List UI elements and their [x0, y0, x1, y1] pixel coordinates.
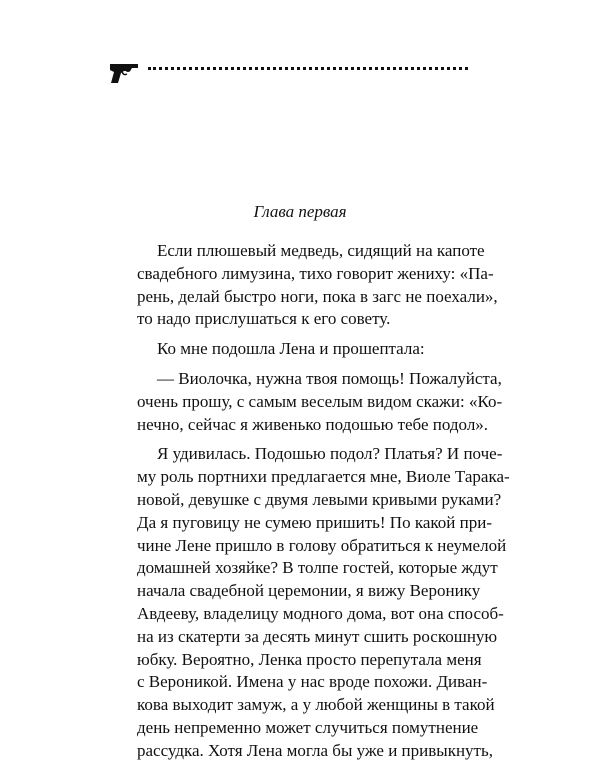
text-line: начала свадебной церемонии, я вижу Веронику: [137, 581, 481, 601]
text-line: рассудка. Хотя Лена могла бы уже и привыкнуть,: [137, 740, 493, 760]
dotted-rule: [148, 67, 468, 74]
text-line: день непременно может случиться помутнение: [137, 717, 479, 737]
text-line: Ко мне подошла Лена и прошептала:: [157, 339, 425, 359]
text-line: рень, делай быстро ноги, пока в загс не поехали»,: [137, 286, 498, 306]
text-line: свадебного лимузина, тихо говорит жениху: «Па-: [137, 263, 494, 283]
text-line: нечно, сейчас я живенько подошью тебе подол».: [137, 414, 489, 434]
text-line: — Виолочка, нужна твоя помощь! Пожалуйста,: [157, 368, 502, 388]
running-header: [108, 62, 468, 84]
revolver-icon: [108, 62, 142, 84]
text-line: кова выходит замуж, а у любой женщины в такой: [137, 695, 495, 715]
paragraph: [117, 338, 470, 361]
paragraph: [117, 443, 510, 762]
body-text: [117, 240, 510, 770]
paragraph: [117, 240, 498, 331]
text-line: очень прошу, с самым веселым видом скажи: «Ко-: [137, 391, 503, 411]
text-line: чине Лене пришло в голову обратиться к неумелой: [137, 535, 507, 555]
text-line: Да я пуговицу не сумею пришить! По какой при-: [137, 512, 492, 532]
text-line: с Вероникой. Имена у нас вроде похожи. Диван-: [137, 672, 488, 692]
text-line: новой, девушке с двумя левыми кривыми руками?: [137, 489, 502, 509]
paragraph: [117, 368, 503, 436]
chapter-title: Глава первая: [253, 202, 347, 221]
text-line: юбку. Вероятно, Ленка просто перепутала меня: [137, 649, 482, 669]
text-line: му роль портнихи предлагается мне, Виоле Тарака-: [137, 467, 510, 487]
text-line: Я удивилась. Подошью подол? Платья? И поче-: [157, 444, 503, 464]
text-line: на из скатерти за десять минут сшить роскошную: [137, 626, 498, 646]
text-line: то надо прислушаться к его совету.: [137, 309, 391, 329]
text-line: Авдееву, владелицу модного дома, вот она способ-: [137, 603, 504, 623]
text-line: домашней хозяйке? В толпе гостей, которые ждут: [137, 558, 498, 578]
text-line: Если плюшевый медведь, сидящий на капоте: [157, 241, 485, 260]
